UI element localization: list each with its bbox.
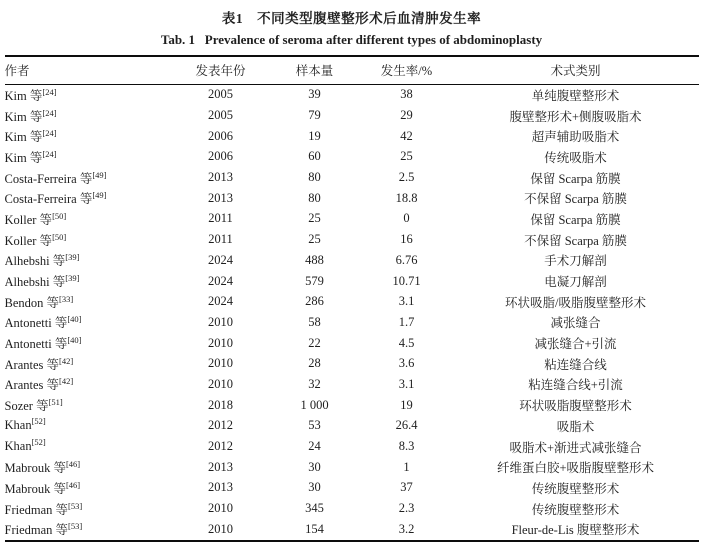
table-row bbox=[5, 353, 699, 374]
table-row bbox=[5, 126, 699, 147]
author-name: Alhebshi 等 bbox=[4, 275, 66, 290]
cell-author bbox=[5, 105, 173, 126]
table-row bbox=[5, 312, 699, 333]
author-reference-superscript: [50] bbox=[52, 231, 67, 242]
table-row bbox=[5, 519, 699, 541]
table-row bbox=[5, 457, 699, 478]
col-header-type: 术式类别 bbox=[550, 64, 601, 79]
author-name: Mabrouk 等 bbox=[4, 481, 66, 496]
author-reference-superscript: [53] bbox=[68, 521, 83, 532]
cell-sample-size: 579 bbox=[305, 273, 324, 288]
cell-author bbox=[5, 147, 173, 168]
cell-author bbox=[5, 416, 173, 437]
table-row bbox=[5, 436, 699, 457]
table-header-row bbox=[5, 56, 699, 84]
cell-rate: 42 bbox=[400, 128, 413, 143]
author-name: Koller 等 bbox=[4, 233, 53, 248]
cell-surgery-type: 传统腹壁整形术 bbox=[531, 481, 620, 496]
table-row bbox=[5, 229, 699, 250]
table-row bbox=[5, 209, 699, 230]
author-name: Khan bbox=[4, 418, 32, 433]
cell-surgery-type: 减张缝合 bbox=[550, 316, 601, 331]
table-body bbox=[5, 84, 699, 541]
cell-author bbox=[5, 374, 173, 395]
author-name: Alhebshi 等 bbox=[4, 254, 66, 269]
table-row bbox=[5, 498, 699, 519]
cell-surgery-type: 环状吸脂腹壁整形术 bbox=[519, 399, 632, 414]
author-name: Arantes 等 bbox=[4, 357, 59, 372]
cell-year: 2006 bbox=[208, 149, 233, 164]
cell-surgery-type: 吸脂术+渐进式减张缝合 bbox=[509, 440, 642, 455]
author-name: Koller 等 bbox=[4, 212, 53, 227]
cell-author bbox=[5, 209, 173, 230]
table-row bbox=[5, 188, 699, 209]
author-name: Antonetti 等 bbox=[4, 316, 68, 331]
cell-year: 2013 bbox=[208, 190, 233, 205]
author-reference-superscript: [24] bbox=[42, 107, 57, 118]
author-name: Costa-Ferreira 等 bbox=[4, 192, 93, 207]
col-header-author: 作者 bbox=[4, 64, 30, 79]
cell-sample-size: 60 bbox=[308, 149, 321, 164]
author-reference-superscript: [39] bbox=[65, 272, 80, 283]
cell-rate: 6.76 bbox=[395, 252, 418, 267]
table-row bbox=[5, 333, 699, 354]
cell-year: 2010 bbox=[208, 501, 233, 516]
author-name: Kim 等 bbox=[4, 109, 43, 124]
cell-sample-size: 30 bbox=[308, 459, 321, 474]
cell-rate: 37 bbox=[400, 480, 413, 495]
author-reference-superscript: [24] bbox=[42, 148, 57, 159]
cell-year: 2013 bbox=[208, 480, 233, 495]
author-reference-superscript: [24] bbox=[42, 128, 57, 139]
cell-sample-size: 39 bbox=[308, 87, 321, 102]
cell-year: 2013 bbox=[208, 459, 233, 474]
cell-sample-size: 80 bbox=[308, 190, 321, 205]
author-reference-superscript: [49] bbox=[92, 169, 107, 180]
author-reference-superscript: [49] bbox=[92, 190, 107, 201]
cell-year: 2005 bbox=[208, 108, 233, 123]
author-reference-superscript: [51] bbox=[48, 397, 63, 407]
cell-author bbox=[5, 229, 173, 250]
cell-surgery-type: 传统吸脂术 bbox=[544, 150, 607, 165]
cell-year: 2011 bbox=[208, 211, 233, 226]
cell-rate: 2.3 bbox=[398, 501, 415, 516]
cell-sample-size: 488 bbox=[305, 252, 324, 267]
cell-sample-size: 32 bbox=[308, 376, 321, 391]
author-name: Costa-Ferreira 等 bbox=[4, 171, 93, 186]
cell-rate: 18.8 bbox=[395, 190, 418, 205]
cell-rate: 19 bbox=[400, 397, 413, 412]
cell-sample-size: 80 bbox=[308, 170, 321, 185]
cell-sample-size: 30 bbox=[308, 480, 321, 495]
cell-sample-size: 1 000 bbox=[300, 397, 329, 412]
cell-author bbox=[5, 333, 173, 354]
author-reference-superscript: [46] bbox=[65, 459, 81, 470]
author-name: Khan bbox=[4, 439, 32, 454]
cell-rate: 8.3 bbox=[398, 439, 415, 454]
cell-author bbox=[5, 498, 173, 519]
cell-surgery-type: 环状吸脂/吸脂腹壁整形术 bbox=[505, 295, 646, 310]
cell-surgery-type: 保留 Scarpa 筋膜 bbox=[530, 212, 621, 227]
cell-rate: 10.71 bbox=[392, 273, 421, 288]
cell-rate: 3.2 bbox=[398, 521, 415, 536]
cell-year: 2010 bbox=[208, 356, 233, 371]
cell-author bbox=[5, 312, 173, 333]
author-reference-superscript: [33] bbox=[59, 293, 74, 304]
author-name: Kim 等 bbox=[4, 150, 43, 165]
cell-sample-size: 25 bbox=[308, 232, 321, 247]
cell-surgery-type: 保留 Scarpa 筋膜 bbox=[530, 171, 621, 186]
cell-surgery-type: 不保留 Scarpa 筋膜 bbox=[524, 192, 627, 207]
cell-sample-size: 28 bbox=[308, 356, 321, 371]
cell-rate: 4.5 bbox=[398, 335, 415, 350]
cell-rate: 38 bbox=[400, 87, 413, 102]
cell-year: 2005 bbox=[208, 87, 233, 102]
cell-author bbox=[5, 271, 173, 292]
cell-rate: 1.7 bbox=[398, 314, 415, 329]
author-name: Mabrouk 等 bbox=[4, 461, 66, 476]
cell-author bbox=[5, 519, 173, 541]
cell-author bbox=[5, 457, 173, 478]
cell-author bbox=[5, 188, 173, 209]
cell-rate: 3.1 bbox=[398, 376, 415, 391]
table-row bbox=[5, 416, 699, 437]
cell-author bbox=[5, 353, 173, 374]
col-header-year: 发表年份 bbox=[195, 64, 246, 79]
cell-sample-size: 24 bbox=[308, 439, 321, 454]
cell-surgery-type: 减张缝合+引流 bbox=[534, 337, 617, 352]
author-reference-superscript: [52] bbox=[31, 436, 46, 447]
table-row bbox=[5, 250, 699, 271]
table-row bbox=[5, 147, 699, 168]
cell-author bbox=[5, 291, 173, 312]
cell-year: 2012 bbox=[208, 439, 233, 454]
cell-surgery-type: 传统腹壁整形术 bbox=[531, 502, 620, 517]
cell-rate: 29 bbox=[400, 108, 413, 123]
cell-author bbox=[5, 84, 173, 105]
table-row bbox=[5, 167, 699, 188]
author-reference-superscript: [53] bbox=[68, 500, 83, 511]
cell-year: 2010 bbox=[208, 314, 233, 329]
cell-sample-size: 79 bbox=[308, 108, 321, 123]
cell-sample-size: 154 bbox=[305, 521, 324, 536]
author-name: Arantes 等 bbox=[4, 378, 59, 393]
cell-surgery-type: 腹壁整形术+侧腹吸脂术 bbox=[509, 109, 642, 124]
cell-surgery-type: 粘连缝合线 bbox=[544, 357, 607, 372]
cell-year: 2006 bbox=[208, 128, 233, 143]
cell-sample-size: 53 bbox=[308, 418, 321, 433]
cell-year: 2018 bbox=[208, 397, 233, 412]
author-reference-superscript: [42] bbox=[59, 376, 74, 387]
cell-sample-size: 25 bbox=[308, 211, 321, 226]
author-name: Kim 等 bbox=[4, 88, 43, 103]
table-title-english: Tab. 1 Prevalence of seroma after different types of abdominoplasty bbox=[160, 32, 543, 47]
table-row bbox=[5, 395, 699, 416]
cell-year: 2010 bbox=[208, 376, 233, 391]
cell-rate: 25 bbox=[400, 149, 413, 164]
author-name: Antonetti 等 bbox=[4, 337, 68, 352]
table-row bbox=[5, 374, 699, 395]
table-row bbox=[5, 291, 699, 312]
author-reference-superscript: [42] bbox=[59, 355, 74, 366]
cell-surgery-type: 手术刀解剖 bbox=[544, 254, 607, 269]
author-name: Bendon 等 bbox=[4, 295, 60, 310]
table-title-chinese: 表1 不同类型腹壁整形术后血清肿发生率 bbox=[221, 11, 482, 26]
table-row bbox=[5, 84, 699, 105]
author-reference-superscript: [46] bbox=[65, 479, 81, 490]
author-reference-superscript: [40] bbox=[67, 334, 82, 345]
cell-surgery-type: 纤维蛋白胶+吸脂腹壁整形术 bbox=[496, 461, 655, 476]
cell-author bbox=[5, 167, 173, 188]
cell-year: 2010 bbox=[208, 521, 233, 536]
cell-sample-size: 22 bbox=[308, 335, 321, 350]
cell-year: 2011 bbox=[208, 232, 233, 247]
cell-rate: 3.1 bbox=[398, 294, 415, 309]
cell-author bbox=[5, 436, 173, 457]
cell-year: 2024 bbox=[208, 252, 233, 267]
table-row bbox=[5, 105, 699, 126]
cell-sample-size: 19 bbox=[308, 128, 321, 143]
cell-author bbox=[5, 395, 173, 416]
cell-author bbox=[5, 478, 173, 499]
cell-year: 2013 bbox=[208, 170, 233, 185]
cell-year: 2024 bbox=[208, 273, 233, 288]
author-reference-superscript: [50] bbox=[52, 210, 67, 221]
cell-rate: 2.5 bbox=[398, 170, 415, 185]
cell-surgery-type: 单纯腹壁整形术 bbox=[531, 88, 620, 103]
cell-author bbox=[5, 250, 173, 271]
author-reference-superscript: [24] bbox=[42, 86, 57, 97]
cell-surgery-type: 不保留 Scarpa 筋膜 bbox=[524, 233, 627, 248]
cell-surgery-type: 电凝刀解剖 bbox=[544, 275, 607, 290]
table-row bbox=[5, 478, 699, 499]
author-reference-superscript: [39] bbox=[65, 252, 80, 263]
cell-surgery-type: Fleur-de-Lis 腹壁整形术 bbox=[511, 523, 640, 538]
cell-sample-size: 286 bbox=[305, 294, 324, 309]
cell-surgery-type: 超声辅助吸脂术 bbox=[531, 130, 620, 145]
author-name: Kim 等 bbox=[4, 130, 43, 145]
cell-surgery-type: 吸脂术 bbox=[556, 419, 595, 434]
author-reference-superscript: [40] bbox=[67, 314, 82, 325]
author-name: Sozer 等 bbox=[4, 399, 49, 414]
cell-rate: 3.6 bbox=[398, 356, 415, 371]
cell-rate: 0 bbox=[403, 211, 410, 226]
author-reference-superscript: [52] bbox=[31, 416, 46, 427]
col-header-sample: 样本量 bbox=[295, 64, 334, 79]
author-name: Friedman 等 bbox=[4, 523, 69, 538]
cell-sample-size: 345 bbox=[305, 501, 324, 516]
cell-rate: 1 bbox=[403, 459, 410, 474]
cell-year: 2024 bbox=[208, 294, 233, 309]
table-row bbox=[5, 271, 699, 292]
cell-sample-size: 58 bbox=[308, 314, 321, 329]
col-header-rate: 发生率/% bbox=[380, 64, 433, 79]
cell-year: 2012 bbox=[208, 418, 233, 433]
cell-surgery-type: 粘连缝合线+引流 bbox=[528, 378, 623, 393]
cell-year: 2010 bbox=[208, 335, 233, 350]
seroma-prevalence-table bbox=[5, 55, 699, 542]
cell-rate: 26.4 bbox=[395, 418, 418, 433]
cell-rate: 16 bbox=[400, 232, 413, 247]
cell-author bbox=[5, 126, 173, 147]
author-name: Friedman 等 bbox=[4, 502, 69, 517]
